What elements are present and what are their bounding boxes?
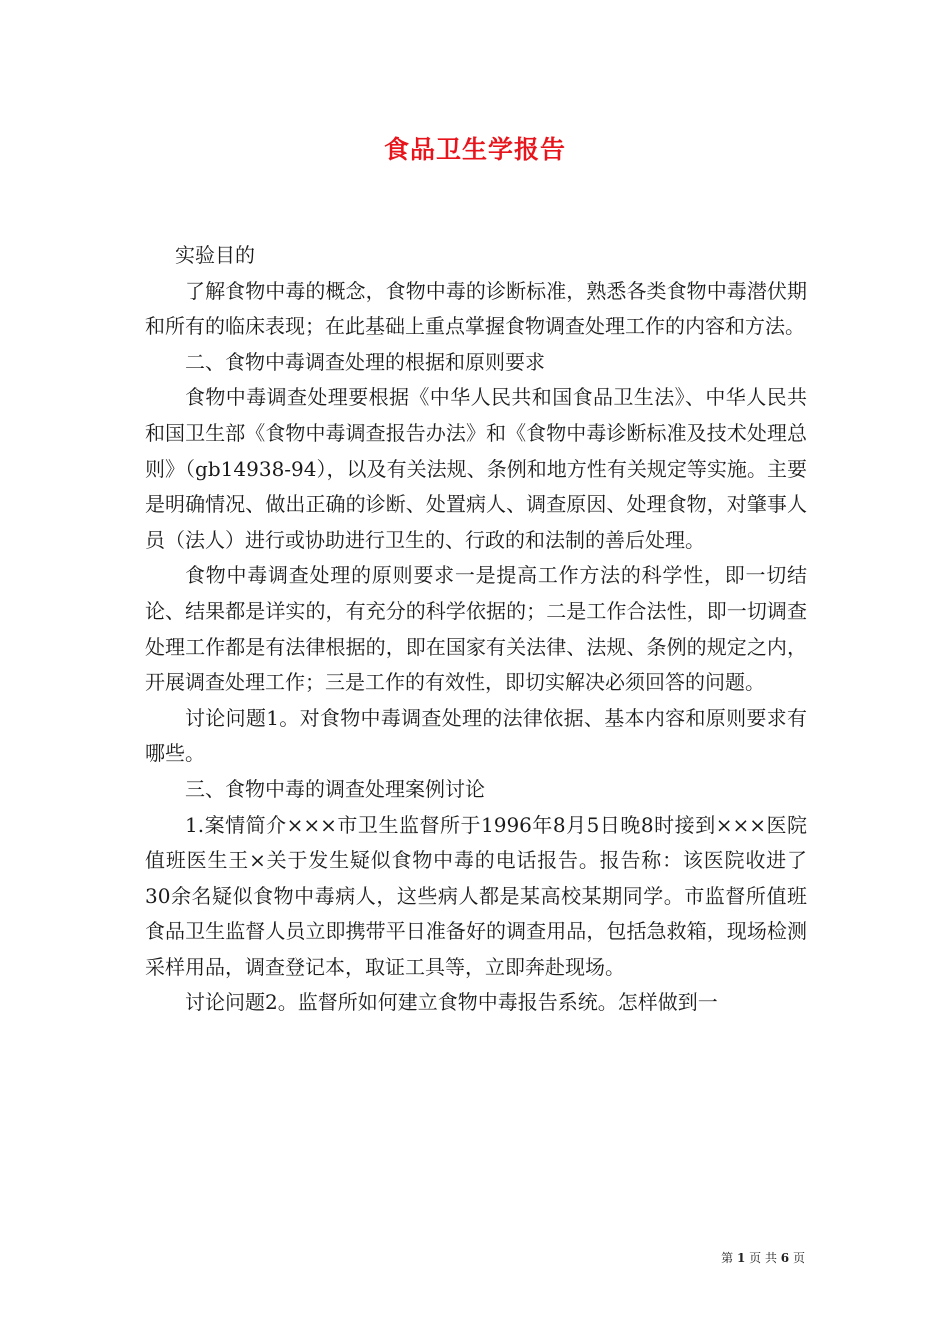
footer-suffix: 页: [792, 1251, 805, 1265]
paragraph: 食物中毒调查处理要根据《中华人民共和国食品卫生法》、中华人民共和国卫生部《食物中毒调查报告办法》和《食物中毒诊断标准及技术处理总则》（gb14938-94），以及有关法规、条例和地方性有关规定等实施。主要是明确情况、做出正确的诊断、处置病人、调查原因、处理食物，对肇事人员（法人）进行或协助进行卫生的、行政的和法制的善后处理。: [145, 385, 807, 552]
total-pages-number: 6: [780, 1251, 790, 1265]
section-heading: 二、食物中毒调查处理的根据和原则要求: [185, 349, 545, 374]
footer-middle: 页 共: [749, 1251, 777, 1265]
paragraph: 了解食物中毒的概念，食物中毒的诊断标准，熟悉各类食物中毒潜伏期和所有的临床表现；在此基础上重点掌握食物调查处理工作的内容和方法。: [145, 278, 807, 339]
discussion-question: 讨论问题2。监督所如何建立食物中毒报告系统。怎样做到一: [185, 990, 718, 1015]
paragraph: 食物中毒调查处理的原则要求一是提高工作方法的科学性，即一切结论、结果都是详实的，有充分的科学依据的；二是工作合法性，即一切调查处理工作都是有法律根据的，即在国家有关法律、法规、条例的规定之内，开展调查处理工作；三是工作的有效性，即切实解决必须回答的问题。: [145, 563, 807, 695]
discussion-question: 讨论问题1。对食物中毒调查处理的法律依据、基本内容和原则要求有哪些。: [145, 705, 807, 766]
document-title: 食品卫生学报告: [383, 135, 566, 164]
paragraph-experiment-purpose-heading: 实验目的: [175, 243, 255, 267]
section-heading: 三、食物中毒的调查处理案例讨论: [185, 776, 485, 801]
document-body: [145, 238, 807, 1021]
page-number-footer: [721, 1249, 805, 1266]
paragraph: 1.案情简介×××市卫生监督所于1996年8月5日晚8时接到×××医院值班医生王×关于发生疑似食物中毒的电话报告。报告称：该医院收进了30余名疑似食物中毒病人，这些病人都是某高校某期同学。市监督所值班食品卫生监督人员立即携带平日准备好的调查用品，包括急救箱，现场检测采样用品，调查登记本，取证工具等，立即奔赴现场。: [145, 812, 807, 979]
current-page-number: 1: [736, 1251, 746, 1265]
footer-prefix: 第: [721, 1251, 734, 1265]
